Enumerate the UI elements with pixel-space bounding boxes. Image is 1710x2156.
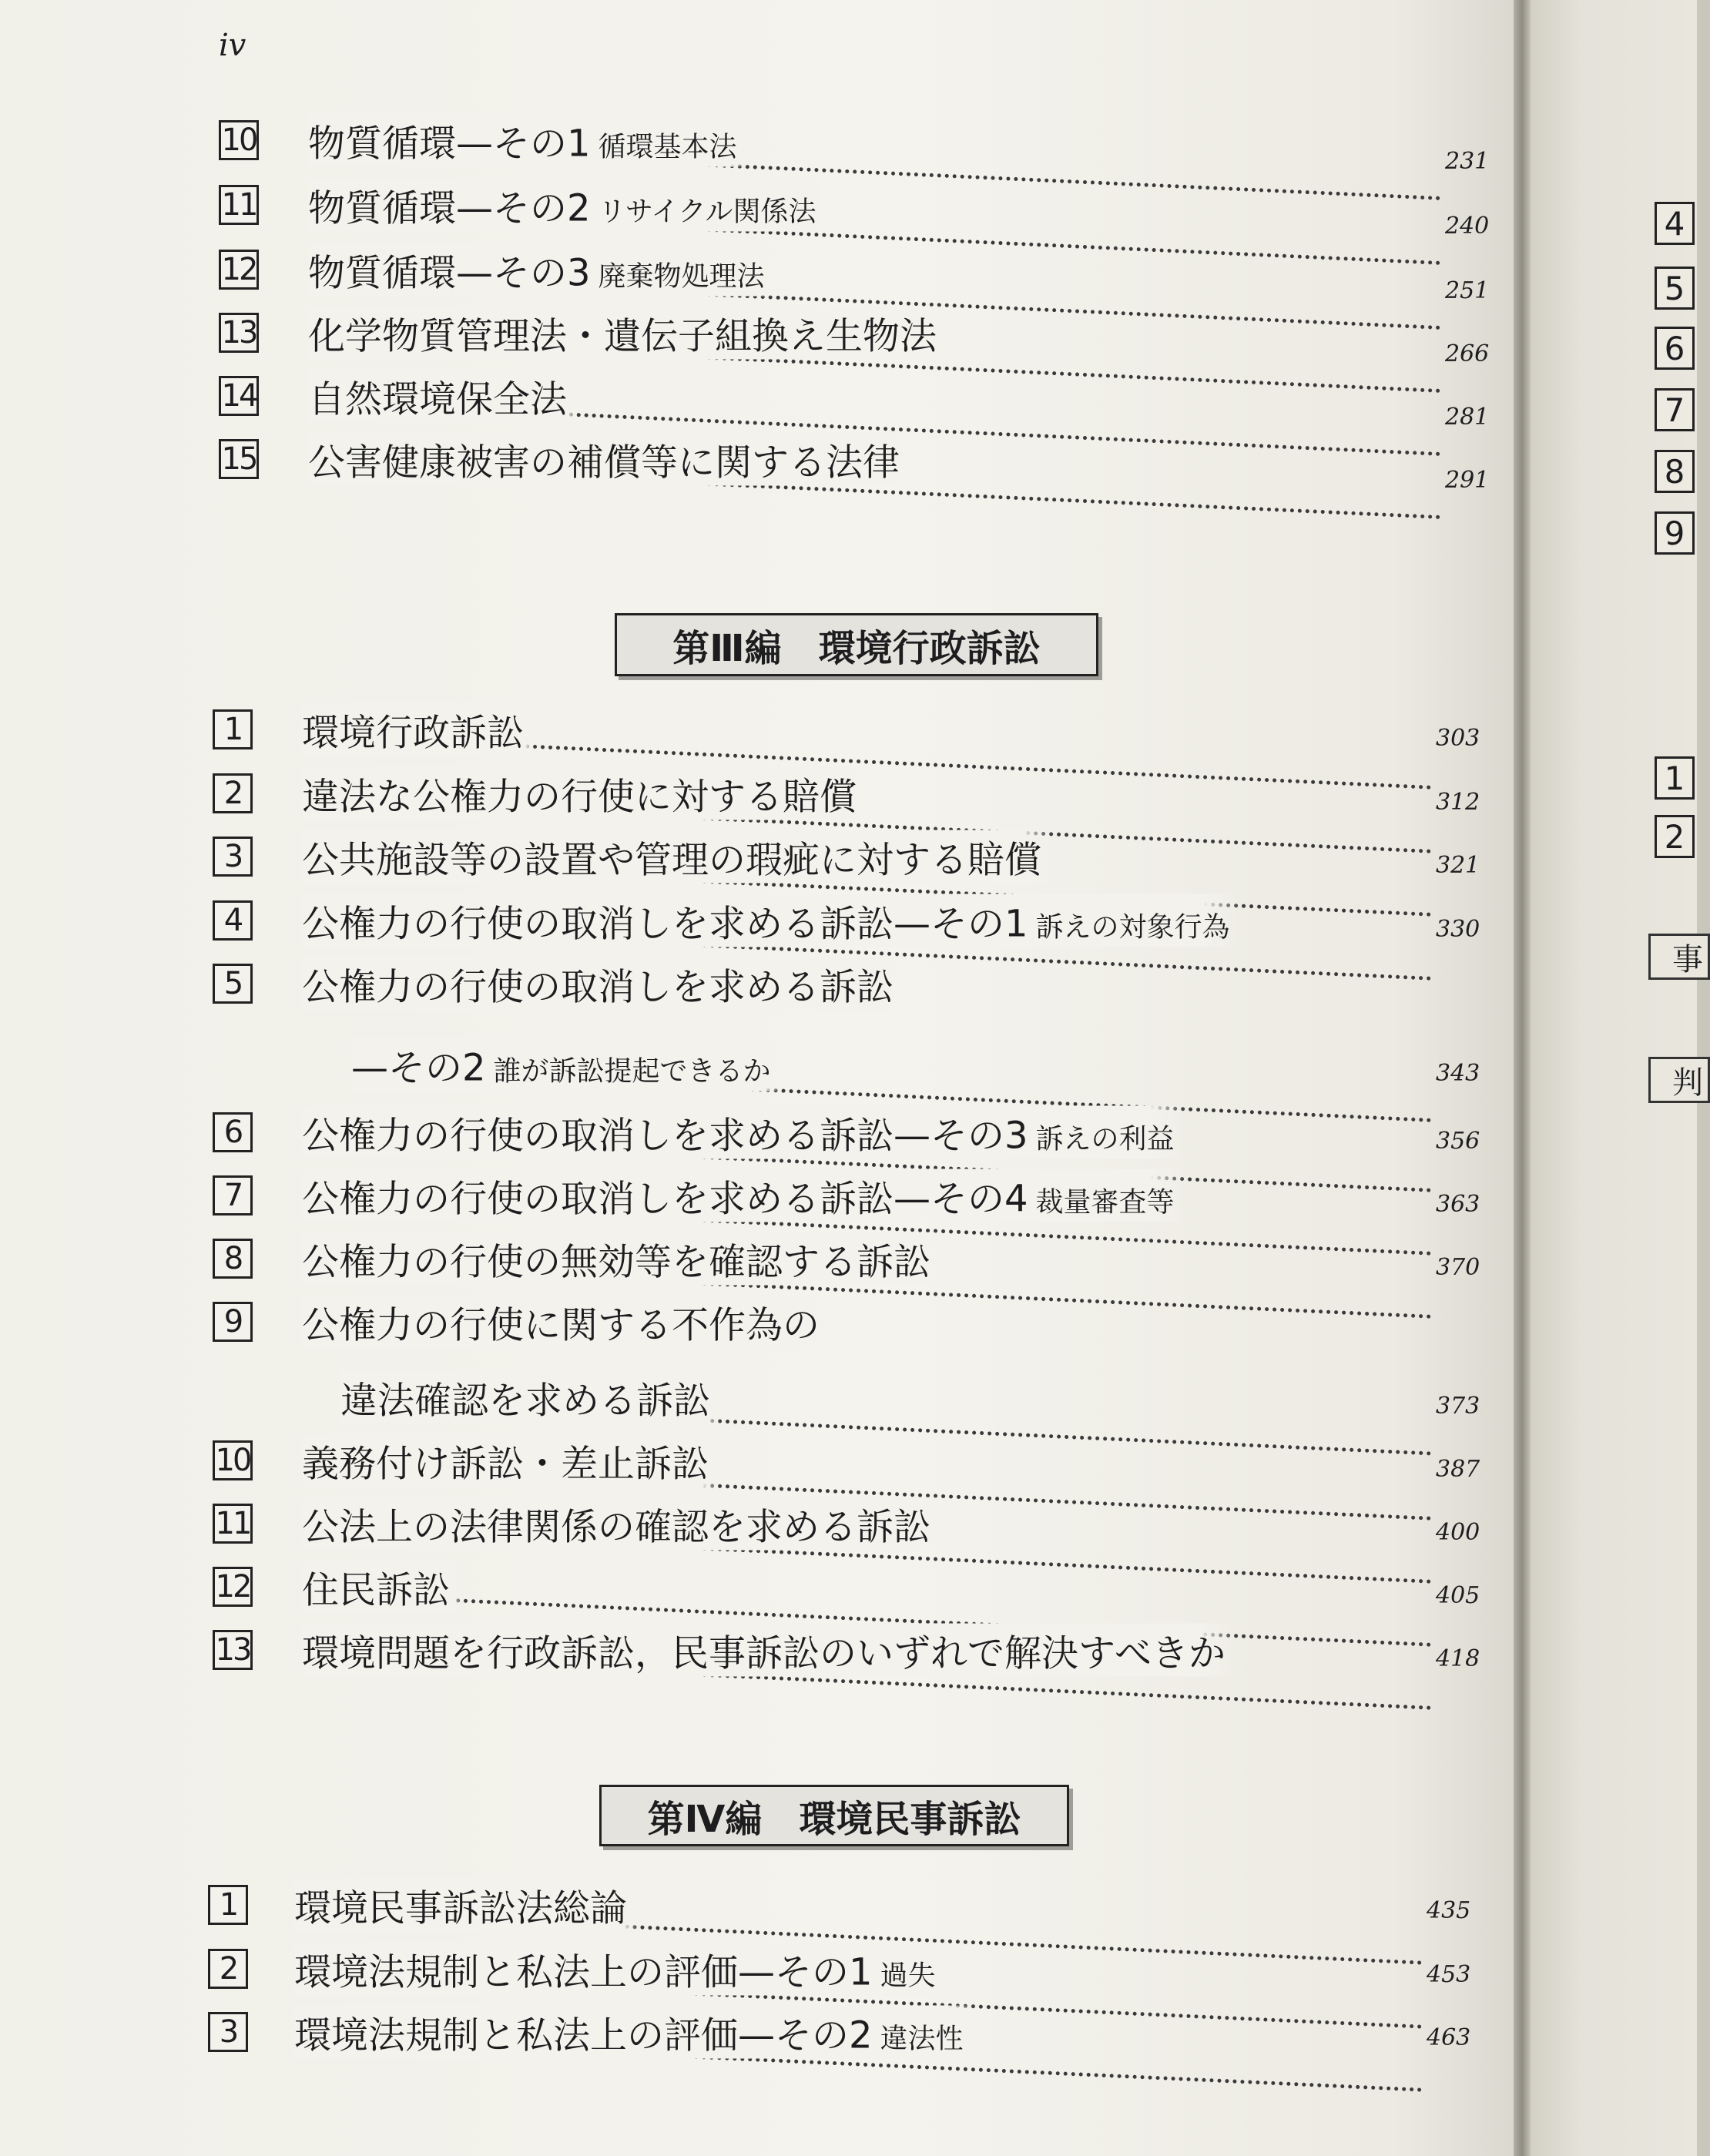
page-reference: 231 (1445, 148, 1490, 175)
toc-entry (0, 833, 1514, 880)
toc-entry (0, 1374, 1514, 1423)
toc-entry (0, 1500, 1514, 1547)
adjacent-part-heading: 事 (1648, 934, 1710, 980)
chapter-number-box: 2 (208, 1949, 248, 1989)
page-reference: 330 (1436, 916, 1480, 943)
chapter-number-box: 9 (213, 1302, 253, 1342)
chapter-number-box: 2 (213, 773, 253, 813)
chapter-title (302, 1296, 830, 1349)
page-reference: 370 (1436, 1254, 1480, 1281)
chapter-title-main: 物質循環—その3 (308, 251, 591, 295)
toc-entry (0, 1299, 1514, 1345)
chapter-title-main: 違法な公権力の行使に対する賠償 (302, 775, 857, 819)
adjacent-chapter-number: 8 (1655, 450, 1695, 493)
chapter-title-main: 公法上の法律関係の確認を求める訴訟 (302, 1505, 931, 1549)
toc-entry (0, 2009, 1514, 2055)
chapter-title-main: 環境行政訴訟 (302, 711, 525, 755)
chapter-title (294, 1879, 638, 1932)
adjacent-chapter-number: 9 (1655, 511, 1695, 555)
chapter-number-box: 12 (219, 250, 259, 290)
chapter-title (308, 307, 947, 360)
toc-entry (0, 436, 1514, 494)
page-reference: 363 (1436, 1191, 1480, 1218)
chapter-title (308, 433, 910, 486)
toc-entry (0, 182, 1514, 240)
toc-entry (0, 1882, 1514, 1928)
chapter-subtitle: リサイクル関係法 (598, 196, 816, 228)
chapter-title-main: 環境民事訴訟法総論 (294, 1886, 628, 1930)
chapter-number-box: 6 (213, 1112, 253, 1152)
page-reference: 405 (1436, 1582, 1480, 1609)
chapter-title-main: 違法確認を求める訴訟 (340, 1379, 711, 1423)
chapter-number-box: 11 (213, 1504, 253, 1544)
chapter-title-main: 住民訴訟 (302, 1568, 451, 1612)
chapter-title-main: 公権力の行使の取消しを求める訴訟 (302, 965, 894, 1009)
chapter-number-box: 3 (213, 837, 253, 877)
chapter-number-box: 11 (219, 185, 259, 225)
chapter-title (302, 1434, 719, 1487)
page-reference: 418 (1436, 1645, 1480, 1672)
chapter-number-box: 12 (213, 1567, 253, 1607)
toc-entry (0, 1564, 1514, 1610)
adjacent-part-heading: 判 (1648, 1057, 1710, 1103)
chapter-title-main: 物質循環—その1 (308, 122, 591, 166)
page-reference: 453 (1427, 1961, 1471, 1988)
page-reference: 387 (1436, 1456, 1480, 1483)
chapter-title (302, 957, 904, 1011)
chapter-number-box: 15 (219, 439, 259, 479)
chapter-title-main: 環境法規制と私法上の評価—その2 (294, 2013, 873, 2057)
adjacent-chapter-number: 5 (1655, 267, 1695, 310)
toc-entry (0, 706, 1514, 753)
chapter-title-main: 公害健康被害の補償等に関する法律 (308, 441, 900, 485)
toc-entry (0, 897, 1514, 944)
chapter-title-main: 自然環境保全法 (308, 377, 568, 421)
chapter-number-box: 1 (208, 1885, 248, 1925)
chapter-number-box: 5 (213, 964, 253, 1004)
chapter-title (308, 179, 827, 232)
chapter-title (302, 830, 1052, 884)
chapter-title (340, 1371, 721, 1424)
toc-entry (0, 770, 1514, 819)
adjacent-chapter-number: 7 (1655, 388, 1695, 431)
chapter-number-box: 10 (213, 1440, 253, 1480)
chapter-subtitle: 違法性 (880, 2023, 964, 2055)
part-heading-4: 第Ⅳ編 環境民事訴訟 (599, 1785, 1069, 1846)
toc-entry (0, 1437, 1514, 1484)
chapter-number-box: 3 (208, 2012, 248, 2052)
chapter-subtitle: 裁量審査等 (1035, 1186, 1175, 1219)
chapter-title-main: 環境問題を行政訴訟，民事訴訟のいずれで解決すべきか (302, 1631, 1226, 1675)
page-reference: 356 (1436, 1128, 1480, 1155)
toc-entry (0, 1946, 1514, 1992)
chapter-title (302, 894, 1241, 947)
chapter-title (308, 243, 776, 297)
chapter-title (302, 703, 535, 756)
adjacent-chapter-number: 2 (1655, 815, 1695, 858)
chapter-title (294, 1943, 947, 1996)
chapter-title-main: —その2 (351, 1046, 486, 1090)
chapter-title-main: 化学物質管理法・遺伝子組換え生物法 (308, 314, 937, 358)
chapter-number-box: 10 (219, 120, 259, 160)
book-spine (1514, 0, 1531, 2156)
chapter-title (302, 1232, 941, 1286)
chapter-number-box: 4 (213, 900, 253, 941)
page-reference: 400 (1436, 1519, 1480, 1546)
chapter-subtitle: 循環基本法 (598, 131, 737, 163)
toc-entry (0, 1236, 1514, 1282)
chapter-subtitle: 廃棄物処理法 (598, 260, 765, 293)
chapter-title (302, 1624, 1236, 1677)
page-reference: 291 (1445, 467, 1490, 494)
toc-entry (0, 961, 1514, 1007)
chapter-title (308, 370, 578, 423)
chapter-title (308, 114, 748, 167)
toc-entry (0, 246, 1514, 304)
chapter-subtitle: 訴えの対象行為 (1035, 911, 1230, 944)
toc-entry (0, 1109, 1514, 1158)
page-reference: 303 (1436, 725, 1480, 752)
chapter-title (302, 1561, 461, 1614)
chapter-subtitle: 過失 (880, 1960, 936, 1992)
chapter-title (302, 1169, 1185, 1222)
chapter-number-box: 1 (213, 709, 253, 749)
adjacent-chapter-number: 4 (1655, 202, 1695, 245)
chapter-number-box: 7 (213, 1175, 253, 1215)
part-heading-3: 第Ⅲ編 環境行政訴訟 (615, 613, 1098, 676)
chapter-title-main: 公権力の行使の無効等を確認する訴訟 (302, 1240, 931, 1284)
chapter-number-box: 13 (219, 313, 259, 353)
chapter-title (302, 1106, 1185, 1159)
chapter-title-main: 公権力の行使の取消しを求める訴訟—その1 (302, 902, 1028, 946)
chapter-title (351, 1038, 782, 1091)
page-reference: 321 (1436, 852, 1480, 879)
chapter-title-main: 公権力の行使の取消しを求める訴訟—その4 (302, 1177, 1028, 1221)
chapter-subtitle: 誰が訴訟提起できるか (493, 1055, 771, 1088)
chapter-title (302, 767, 867, 820)
chapter-title-main: 公権力の行使に関する不作為の (302, 1303, 820, 1347)
toc-entry (0, 310, 1514, 367)
adjacent-chapter-number: 1 (1655, 756, 1695, 800)
page-reference: 240 (1445, 213, 1490, 240)
page-reference: 312 (1436, 789, 1480, 816)
chapter-title-main: 環境法規制と私法上の評価—その1 (294, 1950, 873, 1994)
chapter-number-box: 13 (213, 1630, 253, 1670)
toc-entry (0, 1041, 1514, 1088)
chapter-title (302, 1497, 941, 1551)
chapter-number-box: 8 (213, 1239, 253, 1279)
page-reference: 343 (1436, 1060, 1480, 1087)
adjacent-chapter-number: 6 (1655, 327, 1695, 370)
page-reference: 251 (1445, 277, 1490, 304)
chapter-subtitle: 訴えの利益 (1035, 1123, 1175, 1155)
toc-entry (0, 1627, 1514, 1673)
toc-entry (0, 117, 1514, 175)
chapter-title-main: 公権力の行使の取消しを求める訴訟—その3 (302, 1114, 1028, 1158)
chapter-title (294, 2006, 974, 2059)
chapter-title-main: 義務付け訴訟・差止訴訟 (302, 1442, 709, 1486)
chapter-title-main: 公共施設等の設置や管理の瑕疵に対する賠償 (302, 838, 1042, 882)
page-number: iv (219, 28, 246, 63)
toc-entry (0, 373, 1514, 431)
page-reference: 463 (1427, 2024, 1471, 2051)
page-reference: 266 (1445, 340, 1490, 367)
chapter-number-box: 14 (219, 376, 259, 416)
chapter-title-main: 物質循環—その2 (308, 186, 591, 230)
page-reference: 281 (1445, 404, 1490, 431)
page-reference: 435 (1427, 1897, 1471, 1924)
page-reference: 373 (1436, 1393, 1480, 1420)
toc-entry (0, 1172, 1514, 1219)
